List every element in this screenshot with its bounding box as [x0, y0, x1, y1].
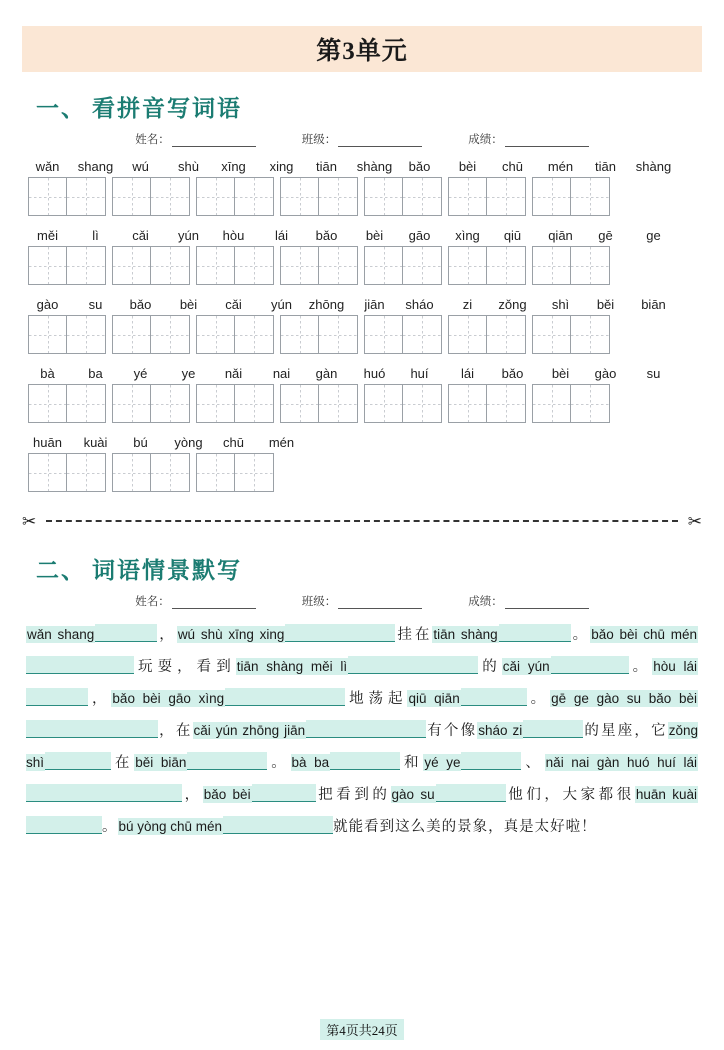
- answer-box-group[interactable]: [532, 177, 610, 216]
- pinyin-word: [307, 158, 394, 175]
- character-box[interactable]: [487, 315, 526, 354]
- answer-box-group[interactable]: [28, 384, 106, 423]
- cloze-text: 和: [400, 755, 424, 771]
- pinyin-syllable: huí: [410, 366, 429, 381]
- pinyin-syllable: wú: [132, 159, 149, 174]
- section-2-title: 词语情景默写: [92, 558, 242, 583]
- pinyin-syllable: su: [88, 297, 103, 312]
- character-box[interactable]: [532, 177, 571, 216]
- answer-box-group[interactable]: [532, 246, 610, 285]
- character-box[interactable]: [28, 453, 67, 492]
- pinyin-syllable: bèi: [458, 159, 477, 174]
- class-input-2[interactable]: [338, 596, 422, 609]
- grid-row: [28, 315, 696, 354]
- pinyin-syllable: qiān: [548, 228, 573, 243]
- character-box[interactable]: [448, 384, 487, 423]
- answer-box-group[interactable]: [364, 384, 442, 423]
- score-label-2: 成绩：: [468, 596, 503, 608]
- pinyin-word: [400, 227, 487, 244]
- cloze-text: 。: [267, 755, 291, 771]
- cloze-pinyin-hint: tiān shàng: [433, 627, 498, 642]
- answer-box-group[interactable]: [532, 384, 610, 423]
- character-box[interactable]: [364, 384, 403, 423]
- character-box[interactable]: [571, 246, 610, 285]
- character-box[interactable]: [196, 246, 235, 285]
- answer-box-group[interactable]: [196, 315, 274, 354]
- character-box[interactable]: [151, 177, 190, 216]
- pinyin-word: [400, 296, 487, 313]
- pinyin-syllable: lái: [274, 228, 288, 243]
- cut-line: [22, 508, 702, 534]
- grid-row: [28, 453, 696, 492]
- cloze-pinyin-hint: bǎo bèi chū mén: [591, 627, 698, 642]
- cloze-blank[interactable]: [348, 656, 478, 674]
- character-box[interactable]: [151, 453, 190, 492]
- character-box[interactable]: [235, 453, 274, 492]
- character-box[interactable]: [364, 177, 403, 216]
- pinyin-syllable: jiān: [364, 297, 385, 312]
- score-field-group-2: [468, 593, 589, 609]
- cloze-blank[interactable]: [95, 624, 157, 642]
- answer-box-group[interactable]: [28, 246, 106, 285]
- cloze-text: 把看到的: [315, 787, 391, 803]
- character-box[interactable]: [364, 315, 403, 354]
- pinyin-syllable: biān: [641, 297, 666, 312]
- cloze-blank[interactable]: [306, 720, 426, 738]
- name-field-group-2: [135, 593, 256, 609]
- cloze-text: 地荡起: [345, 691, 408, 707]
- cloze-pinyin-hint: zǒng shì: [26, 723, 699, 770]
- answer-box-group[interactable]: [364, 315, 442, 354]
- pinyin-word: [121, 158, 208, 175]
- pinyin-word: [214, 158, 301, 175]
- class-label-2: 班级：: [301, 596, 337, 608]
- pinyin-row: [28, 433, 696, 451]
- answer-box-group[interactable]: [112, 315, 190, 354]
- answer-box-group[interactable]: [280, 315, 358, 354]
- pinyin-syllable: nai: [272, 366, 291, 381]
- pinyin-syllable: bèi: [365, 228, 384, 243]
- page-title-banner: [22, 26, 702, 72]
- cloze-pinyin-hint: gào su: [391, 787, 435, 802]
- pinyin-word: [214, 365, 301, 382]
- pinyin-row: [28, 295, 696, 313]
- pinyin-syllable: ge: [646, 228, 661, 243]
- character-box[interactable]: [196, 177, 235, 216]
- cloze-blank[interactable]: [26, 688, 88, 706]
- character-box[interactable]: [67, 246, 106, 285]
- class-input[interactable]: [338, 134, 422, 147]
- cloze-pinyin-hint: bú yòng chū mén: [118, 819, 223, 834]
- pinyin-word: [121, 365, 208, 382]
- answer-box-group[interactable]: [448, 315, 526, 354]
- cloze-blank[interactable]: [461, 752, 521, 770]
- cloze-pinyin-hint: hòu lái: [653, 659, 698, 674]
- pinyin-syllable: cǎi: [225, 297, 242, 312]
- character-box[interactable]: [196, 453, 235, 492]
- character-box[interactable]: [112, 246, 151, 285]
- pinyin-writing-grid: [28, 157, 696, 492]
- character-box[interactable]: [196, 315, 235, 354]
- cloze-blank[interactable]: [187, 752, 267, 770]
- pinyin-word: [214, 296, 301, 313]
- cloze-text: 挂在: [395, 627, 433, 643]
- character-box[interactable]: [112, 453, 151, 492]
- name-input-2[interactable]: [172, 596, 256, 609]
- character-box[interactable]: [403, 384, 442, 423]
- answer-box-group[interactable]: [532, 315, 610, 354]
- pinyin-word: [586, 158, 673, 175]
- answer-box-group[interactable]: [280, 177, 358, 216]
- pinyin-word: [493, 158, 580, 175]
- character-box[interactable]: [28, 384, 67, 423]
- pinyin-syllable: bǎo: [315, 228, 338, 243]
- pinyin-syllable: ba: [88, 366, 103, 381]
- worksheet-page: [0, 26, 724, 1050]
- pinyin-syllable: huān: [33, 435, 62, 450]
- class-field-group-2: [302, 593, 423, 609]
- character-box[interactable]: [487, 246, 526, 285]
- pinyin-syllable: xìng: [455, 228, 480, 243]
- pinyin-syllable: bǎo: [408, 159, 431, 174]
- score-input-2[interactable]: [505, 596, 589, 609]
- answer-box-group[interactable]: [28, 453, 106, 492]
- character-box[interactable]: [532, 246, 571, 285]
- pinyin-word: [28, 227, 115, 244]
- pinyin-syllable: zi: [462, 297, 473, 312]
- character-box[interactable]: [571, 315, 610, 354]
- cloze-pinyin-hint: cǎi yún zhōng jiān: [193, 723, 306, 738]
- character-box[interactable]: [403, 246, 442, 285]
- cloze-blank[interactable]: [252, 784, 316, 802]
- pinyin-syllable: chū: [223, 435, 244, 450]
- character-box[interactable]: [364, 246, 403, 285]
- cloze-blank[interactable]: [523, 720, 583, 738]
- pinyin-syllable: mén: [268, 435, 295, 450]
- cloze-blank[interactable]: [26, 784, 182, 802]
- pinyin-syllable: yún: [178, 228, 199, 243]
- cloze-text: 在: [111, 755, 135, 771]
- pinyin-syllable: bǎo: [129, 297, 152, 312]
- character-box[interactable]: [571, 384, 610, 423]
- character-box[interactable]: [151, 315, 190, 354]
- section-2-info-line: [22, 593, 702, 609]
- answer-box-group[interactable]: [112, 177, 190, 216]
- pinyin-syllable: gào: [36, 297, 59, 312]
- cloze-pinyin-hint: wú shù xīng xing: [177, 627, 285, 642]
- character-box[interactable]: [448, 177, 487, 216]
- character-box[interactable]: [67, 384, 106, 423]
- section-1-title: 看拼音写词语: [92, 96, 242, 121]
- answer-box-group[interactable]: [280, 384, 358, 423]
- character-box[interactable]: [280, 315, 319, 354]
- cloze-blank[interactable]: [551, 656, 629, 674]
- pinyin-word: [214, 434, 301, 451]
- cloze-text: 。: [570, 627, 591, 643]
- cloze-pinyin-hint: běi biān: [135, 755, 187, 770]
- answer-box-group[interactable]: [196, 384, 274, 423]
- name-label-2: 姓名：: [135, 596, 170, 608]
- character-box[interactable]: [448, 315, 487, 354]
- cloze-pinyin-hint: bà ba: [291, 755, 330, 770]
- cloze-blank[interactable]: [330, 752, 400, 770]
- pinyin-syllable: shang: [77, 159, 114, 174]
- cloze-text: 的: [478, 659, 502, 675]
- pinyin-word: [28, 296, 115, 313]
- answer-box-group[interactable]: [280, 246, 358, 285]
- pinyin-syllable: bèi: [551, 366, 570, 381]
- character-box[interactable]: [28, 246, 67, 285]
- name-field-group: [135, 131, 256, 147]
- cloze-pinyin-hint: bǎo bèi gāo xìng: [112, 691, 225, 706]
- pinyin-word: [214, 227, 301, 244]
- pinyin-word: [493, 227, 580, 244]
- name-input[interactable]: [172, 134, 256, 147]
- character-box[interactable]: [151, 246, 190, 285]
- pinyin-word: [493, 365, 580, 382]
- pinyin-word: [121, 296, 208, 313]
- section-1-number: 一、: [36, 96, 86, 121]
- character-box[interactable]: [28, 315, 67, 354]
- answer-box-group[interactable]: [112, 384, 190, 423]
- pinyin-syllable: shàng: [356, 159, 393, 174]
- pinyin-syllable: shù: [178, 159, 199, 174]
- pinyin-word: [28, 365, 115, 382]
- answer-box-group[interactable]: [364, 177, 442, 216]
- pinyin-word: [586, 296, 673, 313]
- pinyin-syllable: gē: [598, 228, 613, 243]
- pinyin-word: [400, 158, 487, 175]
- pinyin-syllable: běi: [596, 297, 615, 312]
- page-footer: [0, 1019, 724, 1040]
- pinyin-word: [28, 434, 115, 451]
- cloze-pinyin-hint: cǎi yún: [502, 659, 550, 674]
- pinyin-syllable: xing: [269, 159, 294, 174]
- pinyin-syllable: zǒng: [498, 297, 527, 312]
- pinyin-syllable: yòng: [174, 435, 203, 450]
- page-number: 第4页共24页: [320, 1019, 404, 1040]
- character-box[interactable]: [235, 246, 274, 285]
- cloze-pinyin-hint: huān kuài: [635, 787, 698, 802]
- pinyin-syllable: huó: [363, 366, 386, 381]
- pinyin-word: [400, 365, 487, 382]
- grid-row: [28, 177, 696, 216]
- answer-box-group[interactable]: [196, 177, 274, 216]
- pinyin-syllable: bèi: [179, 297, 198, 312]
- pinyin-syllable: tiān: [595, 159, 616, 174]
- pinyin-syllable: shì: [551, 297, 570, 312]
- pinyin-syllable: mén: [547, 159, 574, 174]
- character-box[interactable]: [571, 177, 610, 216]
- cloze-blank[interactable]: [45, 752, 111, 770]
- grid-row: [28, 246, 696, 285]
- cloze-pinyin-hint: gē ge gào su bǎo bèi: [551, 691, 698, 706]
- character-box[interactable]: [487, 384, 526, 423]
- section-1-info-line: [22, 131, 702, 147]
- pinyin-syllable: sháo: [405, 297, 434, 312]
- cloze-pinyin-hint: wǎn shang: [27, 627, 95, 642]
- cloze-blank[interactable]: [436, 784, 506, 802]
- answer-box-group[interactable]: [448, 246, 526, 285]
- score-label: 成绩：: [468, 134, 503, 146]
- character-box[interactable]: [28, 177, 67, 216]
- cloze-pinyin-hint: bǎo bèi: [203, 787, 251, 802]
- answer-box-group[interactable]: [28, 177, 106, 216]
- cloze-text: ，: [182, 787, 203, 803]
- pinyin-syllable: gào: [594, 366, 617, 381]
- cloze-pinyin-hint: qiū qiān: [408, 691, 460, 706]
- pinyin-syllable: qiū: [503, 228, 522, 243]
- score-input[interactable]: [505, 134, 589, 147]
- scissors-icon: ✂: [687, 511, 702, 531]
- character-box[interactable]: [235, 384, 274, 423]
- pinyin-syllable: bà: [40, 366, 55, 381]
- pinyin-syllable: shàng: [635, 159, 672, 174]
- section-2-number: 二、: [36, 558, 86, 583]
- pinyin-syllable: wǎn: [35, 159, 60, 174]
- pinyin-syllable: chū: [502, 159, 523, 174]
- pinyin-syllable: yé: [133, 366, 148, 381]
- answer-box-group[interactable]: [448, 384, 526, 423]
- cloze-blank[interactable]: [225, 688, 345, 706]
- character-box[interactable]: [403, 177, 442, 216]
- cloze-text: 。: [102, 819, 118, 835]
- cloze-blank[interactable]: [223, 816, 333, 834]
- pinyin-row: [28, 157, 696, 175]
- pinyin-syllable: bú: [133, 435, 148, 450]
- cloze-text: ，在: [158, 723, 193, 739]
- character-box[interactable]: [112, 315, 151, 354]
- character-box[interactable]: [280, 177, 319, 216]
- pinyin-syllable: tiān: [316, 159, 337, 174]
- cloze-blank[interactable]: [26, 720, 158, 738]
- character-box[interactable]: [67, 315, 106, 354]
- character-box[interactable]: [67, 453, 106, 492]
- cloze-text: 。: [628, 659, 653, 675]
- pinyin-word: [307, 296, 394, 313]
- pinyin-word: [121, 434, 208, 451]
- answer-box-group[interactable]: [112, 246, 190, 285]
- character-box[interactable]: [319, 384, 358, 423]
- pinyin-row: [28, 226, 696, 244]
- grid-row: [28, 384, 696, 423]
- pinyin-word: [121, 227, 208, 244]
- character-box[interactable]: [280, 246, 319, 285]
- cloze-text: ，: [88, 691, 112, 707]
- cloze-pinyin-hint: sháo zi: [478, 723, 523, 738]
- answer-box-group[interactable]: [28, 315, 106, 354]
- cloze-text: 有个像: [426, 723, 478, 739]
- pinyin-word: [586, 365, 673, 382]
- answer-box-group[interactable]: [196, 453, 274, 492]
- page-title: 第3单元: [316, 38, 408, 65]
- name-label: 姓名：: [135, 134, 170, 146]
- answer-box-group[interactable]: [112, 453, 190, 492]
- character-box[interactable]: [403, 315, 442, 354]
- pinyin-word: [493, 296, 580, 313]
- character-box[interactable]: [235, 177, 274, 216]
- pinyin-syllable: yún: [271, 297, 292, 312]
- class-field-group: [302, 131, 423, 147]
- cloze-text: ，: [157, 627, 177, 643]
- cloze-blank[interactable]: [461, 688, 527, 706]
- cloze-blank[interactable]: [26, 816, 102, 834]
- pinyin-syllable: cǎi: [132, 228, 149, 243]
- character-box[interactable]: [319, 246, 358, 285]
- dashed-divider: [46, 520, 678, 522]
- answer-box-group[interactable]: [364, 246, 442, 285]
- character-box[interactable]: [319, 177, 358, 216]
- answer-box-group[interactable]: [196, 246, 274, 285]
- cloze-blank[interactable]: [285, 624, 395, 642]
- character-box[interactable]: [151, 384, 190, 423]
- character-box[interactable]: [235, 315, 274, 354]
- character-box[interactable]: [487, 177, 526, 216]
- cloze-pinyin-hint: nǎi nai gàn huó huí lái: [545, 755, 697, 770]
- pinyin-syllable: ye: [181, 366, 196, 381]
- answer-box-group[interactable]: [448, 177, 526, 216]
- pinyin-syllable: měi: [37, 228, 58, 243]
- cloze-blank[interactable]: [499, 624, 571, 642]
- character-box[interactable]: [280, 384, 319, 423]
- pinyin-syllable: hòu: [222, 228, 245, 243]
- pinyin-word: [28, 158, 115, 175]
- cloze-pinyin-hint: yé ye: [424, 755, 461, 770]
- cloze-text: 。: [526, 691, 551, 707]
- class-label: 班级：: [301, 134, 337, 146]
- pinyin-syllable: nǎi: [224, 366, 243, 381]
- section-1-heading: [36, 90, 702, 123]
- pinyin-syllable: gāo: [408, 228, 431, 243]
- pinyin-syllable: lì: [92, 228, 99, 243]
- section-2-heading: [36, 552, 702, 585]
- pinyin-word: [307, 365, 394, 382]
- character-box[interactable]: [196, 384, 235, 423]
- pinyin-syllable: bǎo: [501, 366, 524, 381]
- cloze-text: 玩耍，看到: [134, 659, 236, 675]
- character-box[interactable]: [67, 177, 106, 216]
- scissors-icon: ✂: [22, 511, 37, 531]
- pinyin-syllable: su: [646, 366, 661, 381]
- pinyin-word: [586, 227, 673, 244]
- cloze-text: 的星座，它: [583, 723, 668, 739]
- pinyin-word: [307, 227, 394, 244]
- cloze-blank[interactable]: [26, 656, 134, 674]
- character-box[interactable]: [532, 384, 571, 423]
- pinyin-row: [28, 364, 696, 382]
- character-box[interactable]: [532, 315, 571, 354]
- cloze-pinyin-hint: tiān shàng měi lì: [236, 659, 348, 674]
- character-box[interactable]: [112, 384, 151, 423]
- pinyin-syllable: zhōng: [308, 297, 345, 312]
- character-box[interactable]: [448, 246, 487, 285]
- pinyin-syllable: lái: [460, 366, 474, 381]
- character-box[interactable]: [319, 315, 358, 354]
- character-box[interactable]: [112, 177, 151, 216]
- cloze-text: 他们，大家都很: [505, 787, 635, 803]
- cloze-passage: [26, 619, 698, 843]
- cloze-text: 、: [521, 755, 545, 771]
- pinyin-syllable: gàn: [315, 366, 338, 381]
- cloze-text: 就能看到这么美的景象，真是太好啦！: [333, 819, 597, 835]
- pinyin-syllable: kuài: [83, 435, 108, 450]
- pinyin-syllable: xīng: [221, 159, 246, 174]
- score-field-group: [468, 131, 589, 147]
